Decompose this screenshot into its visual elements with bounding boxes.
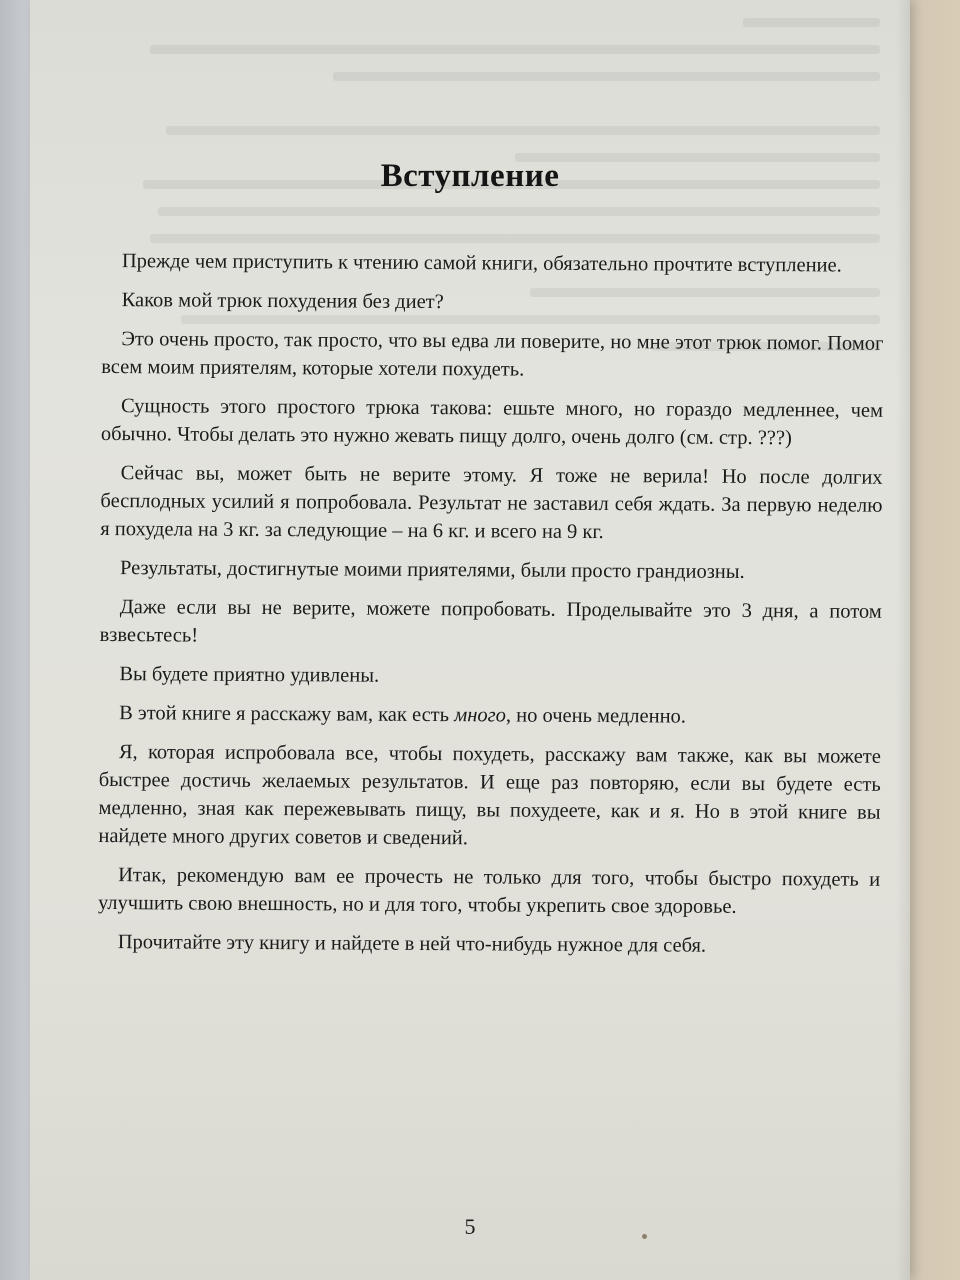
paragraph: Сейчас вы, может быть не верите этому. Я тоже не верила! Но после долгих бесплодных усилий я попробовала. Результат не заставил себя ждать. За первую неделю я похудела на 3 кг. за следующие – на 6 кг. и всего на 9 кг. — [100, 462, 883, 544]
paragraph: Итак, рекомендую вам ее прочесть не только для того, чтобы быстро похудеть и улучшить свою внешность, но и для того, чтобы укрепить свое здоровье. — [97, 864, 881, 918]
paragraph-text: , но очень медленно. — [505, 704, 687, 728]
paragraph: Это очень просто, так просто, что вы едва ли поверите, но мне этот трюк помог. Помог всем моим приятелям, которые хотели похудеть. — [101, 328, 884, 381]
emphasized-word: много — [454, 704, 506, 727]
paragraph: Прежде чем приступить к чтению самой книги, обязательно прочтите вступление. — [121, 250, 842, 277]
chapter-title: Вступление — [380, 158, 560, 194]
body-text — [98, 247, 884, 972]
book-page — [30, 0, 910, 1280]
paragraph-text: В этой книге я расскажу вам, как есть — [119, 702, 455, 727]
paragraph: Вы будете приятно удивлены. — [119, 663, 380, 687]
paragraph: Прочитайте эту книгу и найдете в ней что-нибудь нужное для себя. — [117, 931, 707, 957]
paper-speck — [642, 1234, 647, 1239]
paragraph: Каков мой трюк похудения без диет? — [121, 289, 444, 314]
paragraph: Даже если вы не верите, можете попробовать. Проделывайте это 3 дня, а потом взвесьтесь! — [99, 596, 882, 647]
paragraph: Сущность этого простого трюка такова: ешьте много, но гораздо медленнее, чем обычно. Чтобы делать это нужно жевать пищу долго, очень долго (см. стр. ???) — [100, 395, 884, 450]
page-number: 5 — [464, 1214, 476, 1239]
paragraph: Результаты, достигнутые моими приятелями, были просто грандиозны. — [119, 557, 745, 583]
paragraph: Я, которая испробовала все, чтобы похудеть, расскажу вам также, как вы можете быстрее достичь желаемых результатов. И еще раз повторяю, если вы будете есть медленно, зная как пережевывать пищу, вы похудеете, как и я. Но в этой книге вы найдете много других советов и сведений. — [98, 741, 881, 850]
paragraph — [99, 699, 881, 732]
